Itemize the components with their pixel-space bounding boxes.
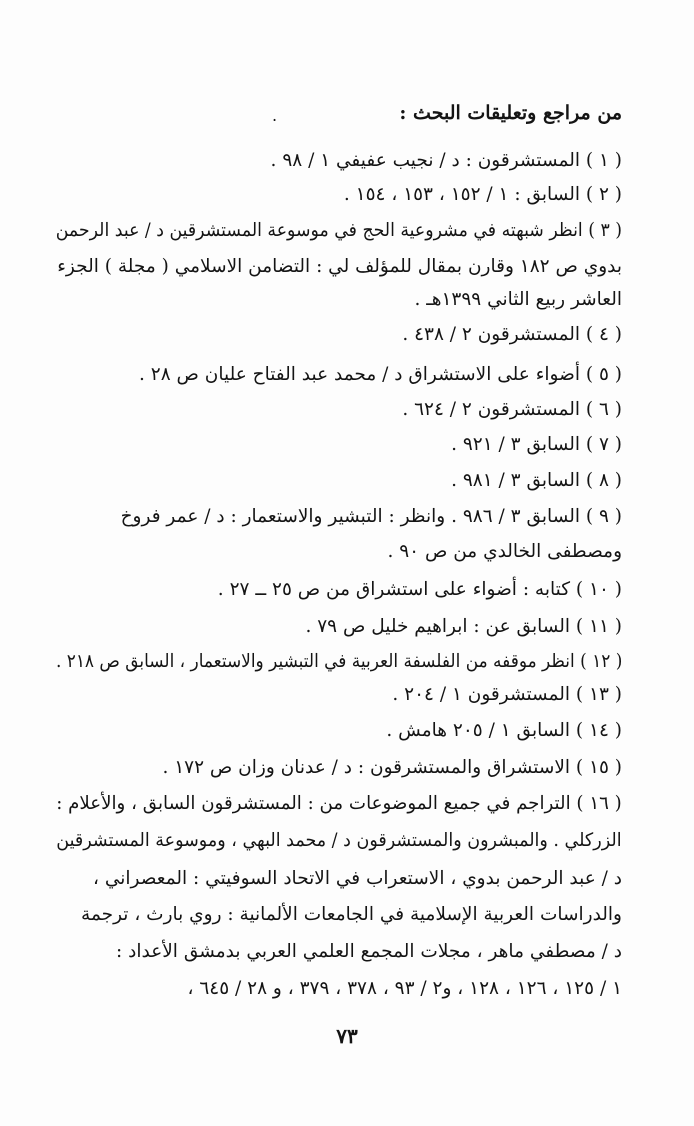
stray-mark: .	[272, 106, 278, 125]
reference-line: ( ٤ ) المستشرقون ٢ / ٤٣٨ .	[402, 324, 622, 345]
reference-line: ( ١٣ ) المستشرقون ١ / ٢٠٤ .	[392, 684, 622, 705]
reference-line: ( ١٥ ) الاستشراق والمستشرقون : د / عدنان وزان ص ١٧٢ .	[162, 757, 622, 778]
reference-line: ( ٦ ) المستشرقون ٢ / ٦٢٤ .	[402, 399, 622, 420]
reference-line: الزركلي . والمبشرون والمستشرقون د / محمد البهي ، وموسوعة المستشرقين	[56, 830, 622, 851]
reference-line: ١ / ١٢٥ ، ١٢٦ ، ١٢٨ ، و٢ / ٩٣ ، ٣٧٨ ، ٣٧٩ ، و ٢٨ / ٦٤٥ ،	[187, 978, 622, 999]
reference-line: ( ١٦ ) التراجم في جميع الموضوعات من : المستشرقون السابق ، والأعلام :	[56, 793, 622, 814]
reference-line: د / عبد الرحمن بدوي ، الاستعراب في الاتحاد السوفيتي : المعصراني ،	[92, 868, 622, 889]
section-heading: من مراجع وتعليقات البحث :	[399, 102, 622, 124]
reference-line: ( ٩ ) السابق ٣ / ٩٨٦ . وانظر : التبشير والاستعمار : د / عمر فروخ	[120, 506, 622, 527]
reference-line: ومصطفى الخالدي من ص ٩٠ .	[387, 541, 622, 562]
reference-line: ( ١٠ ) كتابه : أضواء على استشراق من ص ٢٥ ــ ٢٧ .	[217, 579, 622, 600]
reference-line: ( ٥ ) أضواء على الاستشراق د / محمد عبد الفتاح عليان ص ٢٨ .	[139, 364, 622, 385]
reference-line: ( ١٢ ) انظر موقفه من الفلسفة العربية في التبشير والاستعمار ، السابق ص ٢١٨ .	[55, 651, 622, 672]
page-number: ٧٣	[336, 1024, 358, 1048]
reference-line: ( ٨ ) السابق ٣ / ٩٨١ .	[451, 470, 622, 491]
reference-line: د / مصطفي ماهر ، مجلات المجمع العلمي العربي بدمشق الأعداد :	[116, 941, 622, 962]
reference-line: ( ١١ ) السابق عن : ابراهيم خليل ص ٧٩ .	[305, 616, 622, 637]
reference-line: العاشر ربيع الثاني ١٣٩٩هـ .	[414, 289, 622, 310]
reference-line: ( ٧ ) السابق ٣ / ٩٢١ .	[451, 434, 622, 455]
reference-line: ( ٢ ) السابق : ١ / ١٥٢ ، ١٥٣ ، ١٥٤ .	[343, 184, 622, 205]
reference-line: ( ٣ ) انظر شبهته في مشروعية الحج في موسوعة المستشرقين د / عبد الرحمن	[55, 220, 622, 241]
reference-line: ( ١٤ ) السابق ١ / ٢٠٥ هامش .	[386, 720, 622, 741]
reference-line: ( ١ ) المستشرقون : د / نجيب عفيفي ١ / ٩٨ .	[270, 150, 622, 171]
reference-line: بدوي ص ١٨٢ وقارن بمقال للمؤلف لي : التضامن الاسلامي ( مجلة ) الجزء	[57, 256, 622, 277]
reference-line: والدراسات العربية الإسلامية في الجامعات الألمانية : روي بارث ، ترجمة	[81, 904, 622, 925]
